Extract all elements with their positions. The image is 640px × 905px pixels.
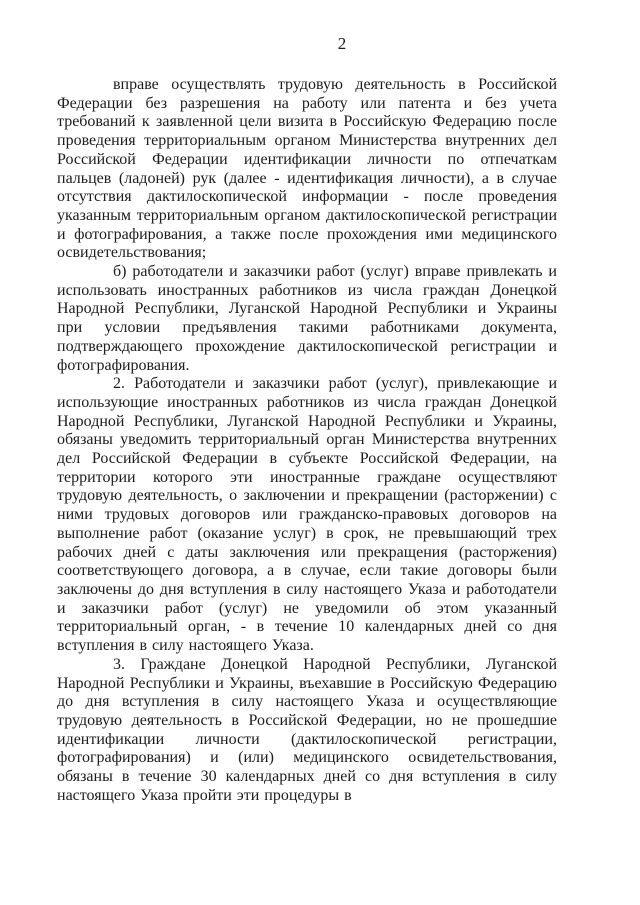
page-number: 2: [337, 34, 347, 53]
paragraph-item-3: 3. Граждане Донецкой Народной Республики, Луганской Народной Республики и Украины, въехавшие в Российскую Федерацию до дня вступления в силу настоящего Указа и осуществляющие трудовую деятельность в Российской Федерации, но не прошедшие идентификации личности (дактилоскопической регистрации, фотографирования) и (или) медицинского освидетельствования, обязаны в течение 30 календарных дней со дня вступления в силу настоящего Указа пройти эти процедуры в: [57, 655, 557, 804]
paragraph-subitem-a-continuation: вправе осуществлять трудовую деятельность в Российской Федерации без разрешения на работу или патента и без учета требований к заявленной цели визита в Российскую Федерацию после проведения территориальным органом Министерства внутренних дел Российской Федерации идентификации личности по отпечаткам пальцев (ладоней) рук (далее - идентификация личности), а в случае отсутствия дактилоскопической информации - после проведения указанным территориальным органом дактилоскопической регистрации и фотографирования, а также после прохождения ими медицинского освидетельствования;: [57, 76, 557, 262]
paragraph-subitem-b: б) работодатели и заказчики работ (услуг) вправе привлекать и использовать иностранных работников из числа граждан Донецкой Народной Республики, Луганской Народной Республики и Украины при условии предъявления такими работниками документа, подтверждающего прохождение дактилоскопической регистрации и фотографирования.: [57, 263, 557, 374]
paragraph-item-2: 2. Работодатели и заказчики работ (услуг), привлекающие и использующие иностранных работников из числа граждан Донецкой Народной Республики, Луганской Народной Республики и Украины, обязаны уведомить территориальный орган Министерства внутренних дел Российской Федерации в субъекте Российской Федерации, на территории которого эти иностранные граждане осуществляют трудовую деятельность, о заключении и прекращении (расторжении) с ними трудовых договоров или гражданско-правовых договоров на выполнение работ (оказание услуг) в срок, не превышающий трех рабочих дней с даты заключения или прекращения (расторжения) соответствующего договора, а в случае, если такие договоры были заключены до дня вступления в силу настоящего Указа и работодатели и заказчики работ (услуг) не уведомили об этом указанный территориальный орган, - в течение 10 календарных дней со дня вступления в силу настоящего Указа.: [57, 375, 557, 655]
document-body: [57, 76, 557, 805]
